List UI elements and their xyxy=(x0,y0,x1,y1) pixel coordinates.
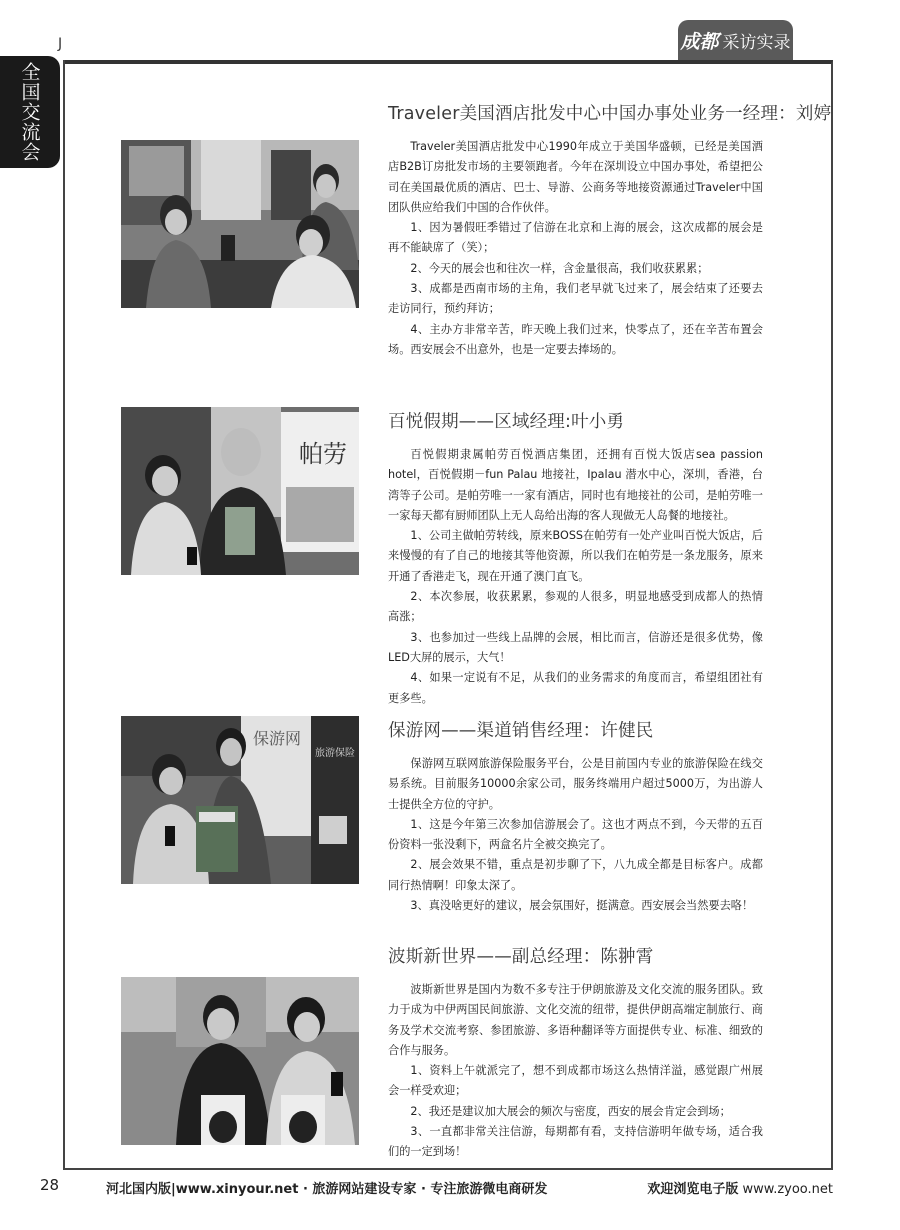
interview-paragraph: 波斯新世界是国内为数不多专注于伊朗旅游及文化交流的服务团队。致力于成为中伊两国民间旅游、文化交流的纽带，提供伊朗高端定制旅行、商务及学术交流考察、参团旅游、多语种翻译等方面提供专业、标准、细致的合作与服务。 xyxy=(388,983,763,1057)
interview-paragraph: 2、今天的展会也和往次一样，含金量很高，我们收获累累； xyxy=(410,261,709,275)
interview-paragraph: 3、也参加过一些线上品牌的会展，相比而言，信游还是很多优势，像LED大屏的展示，大气！ xyxy=(388,630,763,664)
interview-paragraph: 3、一直都非常关注信游，每期都有看，支持信游明年做专场，适合我们的一定到场！ xyxy=(388,1125,763,1159)
interview-paragraph: 1、这是今年第三次参加信游展会了。这也才两点不到，今天带的五百份资料一张没剩下，两盒名片全被交换完了。 xyxy=(388,817,763,852)
footer xyxy=(0,1176,900,1200)
interview-title: 百悦假期——区域经理:叶小勇 xyxy=(388,412,625,432)
section-tab xyxy=(678,20,793,60)
corner-mark: J xyxy=(58,36,63,52)
frame-left-rule xyxy=(63,60,65,1170)
interview-1 xyxy=(388,100,832,360)
interview-paragraph: 4、如果一定说有不足，从我们的业务需求的角度而言，希望组团社有更多些。 xyxy=(388,671,763,705)
side-tab xyxy=(0,56,60,168)
footer-left-text: 河北国内版|www.xinyour.net · 旅游网站建设专家 · 专注旅游微电商研发 xyxy=(106,1182,548,1197)
frame-bottom-rule xyxy=(63,1168,833,1170)
interview-paragraph: 保游网互联网旅游保险服务平台，公是目前国内专业的旅游保险在线交易系统。目前服务10000余家公司，服务终端用户超过5000万，为出游人士提供全方位的守护。 xyxy=(388,757,763,811)
sign-text: 旅游保险 xyxy=(315,748,355,759)
interview-paragraph: 1、因为暑假旺季错过了信游在北京和上海的展会，这次成都的展会是再不能缺席了（笑）； xyxy=(388,221,763,255)
photo-interview-4 xyxy=(121,977,359,1145)
interview-3 xyxy=(388,717,763,916)
photo-interview-3 xyxy=(121,716,359,884)
interview-4 xyxy=(388,943,763,1163)
page-number: 28 xyxy=(40,1176,60,1194)
photo-interview-2 xyxy=(121,407,359,575)
side-tab-label: 全国交流会 xyxy=(18,62,41,162)
interview-paragraph: 2、展会效果不错，重点是初步聊了下，八九成全都是目标客户。成都同行热情啊！印象太深了。 xyxy=(388,858,763,892)
interview-paragraph: 3、真没啥更好的建议，展会氛围好，挺满意。西安展会当然要去咯！ xyxy=(410,899,754,913)
interview-title: 保游网——渠道销售经理：许健民 xyxy=(388,721,654,741)
interview-paragraph: 2、本次参展，收获累累，参观的人很多，明显地感受到成都人的热情高涨； xyxy=(388,590,763,624)
interview-paragraph: 2、我还是建议加大展会的频次与密度，西安的展会肯定会到场； xyxy=(410,1104,731,1118)
interview-paragraph: 百悦假期隶属帕劳百悦酒店集团，还拥有百悦大饭店sea passion hotel，百悦假期－fun Palau 地接社，Ipalau 潜水中心，深圳，香港，台湾等子公司。是帕劳唯一一家有酒店，同时也有地接社的公司，是帕劳唯一一家每天都有厨师团队上无人岛给出海的客人现做无人岛餐的地接社。 xyxy=(388,448,763,522)
interview-2 xyxy=(388,408,763,709)
footer-right-label: 欢迎浏览电子版 xyxy=(647,1182,739,1197)
interview-title: 波斯新世界——副总经理：陈翀霄 xyxy=(388,947,654,967)
section-city: 成都 xyxy=(680,30,719,53)
section-label: 采访实录 xyxy=(722,32,791,53)
footer-right-text xyxy=(647,1178,833,1197)
interview-title: Traveler美国酒店批发中心中国办事处业务一经理：刘婷 xyxy=(388,104,832,124)
sign-text: 帕劳 xyxy=(299,440,347,468)
interview-paragraph: 1、公司主做帕劳转线，原来BOSS在帕劳有一处产业叫百悦大饭店，后来慢慢的有了自己的地接其等他资源，所以我们在帕劳是一条龙服务，原来开通了香港走飞，现在开通了澳门直飞。 xyxy=(388,529,763,583)
sign-text: 保游网 xyxy=(253,729,302,748)
interview-paragraph: 3、成都是西南市场的主角，我们老早就飞过来了，展会结束了还要去走访同行，预约拜访； xyxy=(388,282,763,316)
interview-paragraph: 4、主办方非常辛苦，昨天晚上我们过来，快零点了，还在辛苦布置会场。西安展会不出意外，也是一定要去捧场的。 xyxy=(388,322,763,356)
photo-interview-1 xyxy=(121,140,359,308)
footer-url-link[interactable]: www.zyoo.net xyxy=(738,1182,833,1197)
interview-paragraph: Traveler美国酒店批发中心1990年成立于美国华盛顿，已经是美国酒店B2B订房批发市场的主要领跑者。今年在深圳设立中国办事处，希望把公司在美国最优质的酒店、巴士、导游、公商务等地接资源通过Traveler中国团队供应给我们中国的合作伙伴。 xyxy=(388,140,763,214)
interview-paragraph: 1、资料上午就派完了，想不到成都市场这么热情洋溢，感觉跟广州展会一样受欢迎； xyxy=(388,1064,763,1098)
